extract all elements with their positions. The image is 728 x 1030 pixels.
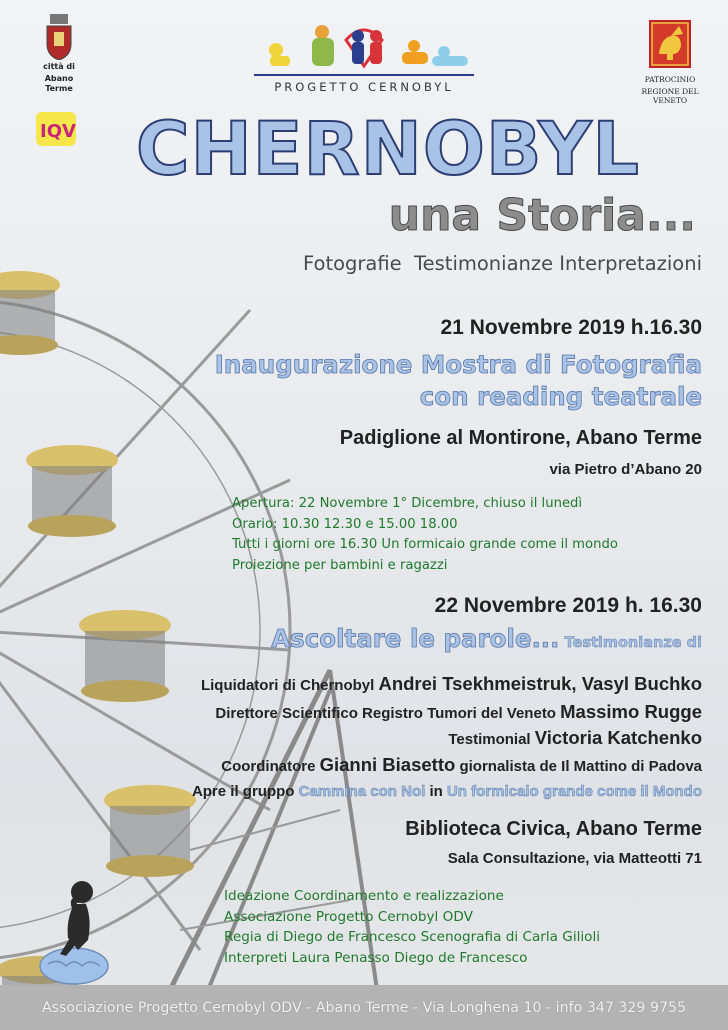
iqv-logo (36, 112, 76, 150)
event2-date: 22 Novembre 2019 h. 16.30 (434, 594, 702, 617)
region-patronage: PATROCINIO (644, 75, 696, 84)
gondola (79, 610, 171, 702)
event2-title-small: Testimonianze di (564, 635, 702, 651)
speakers-row-3 (448, 727, 702, 749)
speakers-names-3: Victoria Katchenko (534, 727, 702, 748)
tagline: Fotografie Testimonianze Interpretazioni (303, 252, 702, 275)
main-title: CHERNOBYL (136, 107, 640, 192)
speakers-label-2: Direttore Scientifico Registro Tumori del Veneto (215, 705, 561, 722)
group-text-a: Apre il gruppo (191, 783, 299, 800)
event2-venue: Biblioteca Civica, Abano Terme (405, 818, 702, 840)
speakers-label-3: Testimonial (448, 731, 535, 748)
speakers-names-2: Massimo Rugge (560, 701, 702, 722)
credits-line-3: Regia di Diego de Francesco Scenografia di Carla Gilioli (224, 929, 601, 945)
logo-divider (254, 74, 474, 76)
speakers-row-4 (221, 754, 702, 776)
info-opening: Apertura: 22 Novembre 1° Dicembre, chiuso il lunedì (232, 496, 583, 511)
speakers-label-1: Liquidatori di Chernobyl (200, 677, 379, 694)
speakers-suffix-4: giornalista de Il Mattino di Padova (455, 758, 702, 775)
thinker-on-brain-illustration (30, 880, 120, 985)
info-audience: Proiezione per bambini e ragazzi (232, 557, 448, 573)
group-text-c: in (425, 783, 447, 800)
iqv-text: IQV (40, 121, 76, 142)
group-row (192, 783, 702, 801)
event1-address: via Pietro d’Abano 20 (549, 461, 702, 478)
comune-name-line2: Abano Terme (44, 74, 74, 93)
regione-veneto-logo (630, 20, 710, 105)
speakers-names-1: Andrei Tsekhmeistruk, Vasyl Buchko (378, 673, 702, 694)
credits-line-4: Interpreti Laura Penasso Diego de Francesco (224, 949, 528, 966)
comune-name-line1: città di (43, 62, 75, 71)
credits (224, 886, 600, 968)
gondola (26, 445, 118, 537)
progetto-cernobyl-logo (248, 20, 480, 94)
event2-address: Sala Consultazione, via Matteotti 71 (447, 850, 702, 867)
event1-title-line1: Inaugurazione Mostra di Fotografia (214, 350, 702, 379)
exhibition-info (232, 494, 618, 576)
event2-title-row (271, 624, 702, 654)
project-title: Un formicaio grande come il Mondo (446, 783, 702, 800)
info-hours: Orario: 10.30 12.30 e 15.00 18.00 (232, 516, 458, 532)
project-name: PROGETTO CERNOBYL (274, 80, 454, 94)
credits-line-1: Ideazione Coordinamento e realizzazione (224, 888, 504, 904)
crest-icon (44, 14, 74, 60)
subtitle: una Storia... (388, 190, 696, 241)
event1-date: 21 Novembre 2019 h.16.30 (440, 316, 702, 339)
speakers-row-2 (215, 701, 702, 723)
gondola (104, 785, 196, 877)
info-screening: Tutti i giorni ore 16.30 Un formicaio grande come il mondo (232, 537, 618, 552)
speakers-label-4: Coordinatore (221, 758, 320, 775)
gondola (0, 271, 60, 355)
footer-contact-bar: Associazione Progetto Cernobyl ODV - Abano Terme - Via Longhena 10 - info 347 329 9755 (0, 985, 728, 1030)
event2-title: Ascoltare le parole... (271, 624, 560, 653)
comune-crest-logo (34, 14, 84, 94)
region-name: REGIONE DEL VENETO (641, 87, 699, 105)
lion-of-st-mark-icon (649, 20, 691, 68)
event1-venue: Padiglione al Montirone, Abano Terme (339, 427, 702, 449)
event1-title-line2: con reading teatrale (419, 382, 702, 411)
group-name: Cammina con Noi (298, 783, 426, 800)
children-figures-icon (254, 20, 474, 70)
speakers-row-1 (201, 673, 702, 695)
credits-line-2: Associazione Progetto Cernobyl ODV (224, 908, 473, 925)
speakers-names-4: Gianni Biasetto (319, 754, 456, 775)
